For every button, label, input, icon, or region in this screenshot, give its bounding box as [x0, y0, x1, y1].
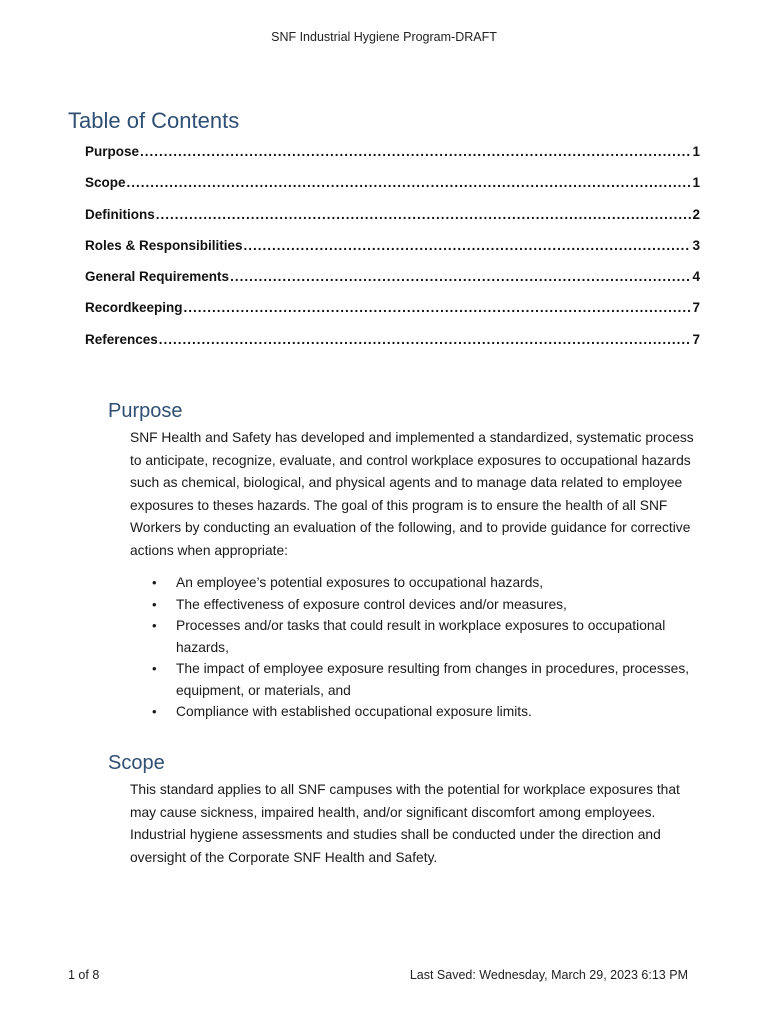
list-item-text: An employee’s potential exposures to occupational hazards,	[176, 575, 544, 590]
toc-entry-page: 7	[692, 300, 700, 316]
document-header: SNF Industrial Hygiene Program-DRAFT	[271, 30, 497, 44]
list-item	[130, 701, 690, 723]
bullet-icon: •	[152, 618, 157, 633]
toc-leader-dots	[184, 300, 692, 315]
bullet-icon: •	[152, 704, 157, 719]
toc-entry-roles-responsibilities[interactable]	[85, 238, 700, 269]
toc-leader-dots	[140, 144, 691, 159]
toc-entry-page: 7	[692, 331, 700, 347]
page-indicator: 1 of 8	[68, 968, 100, 982]
toc-entry-label: Roles & Responsibilities	[85, 237, 243, 253]
bullet-icon: •	[152, 575, 157, 590]
list-item	[130, 572, 690, 594]
purpose-bullet-list	[130, 572, 690, 723]
toc-entry-recordkeeping[interactable]	[85, 300, 700, 331]
list-item-text: Processes and/or tasks that could result in workplace exposures to occupational hazards,	[176, 618, 666, 655]
toc-entry-label: General Requirements	[85, 269, 230, 285]
list-item-text: The impact of employee exposure resulting from changes in procedures, processes, equipment, or materials, and	[176, 661, 690, 698]
toc-leader-dots	[159, 332, 692, 347]
toc-entry-purpose[interactable]	[85, 144, 700, 175]
toc-leader-dots	[244, 238, 692, 253]
toc-entry-label: Purpose	[85, 144, 140, 159]
list-item	[130, 594, 690, 616]
purpose-heading: Purpose	[108, 400, 183, 422]
bullet-icon: •	[152, 596, 157, 612]
bullet-icon: •	[152, 661, 157, 676]
scope-paragraph: This standard applies to all SNF campuses with the potential for workplace exposures that may cause sickness, impaired health, and/or significant discomfort among employees. Industrial hygiene assessments and studies shall be conducted under the direction and oversight of the Corporate SNF Health and Safety.	[130, 782, 680, 865]
toc-entry-references[interactable]	[85, 332, 700, 363]
toc-entry-label: Recordkeeping	[85, 300, 183, 316]
toc-entry-label: Scope	[85, 175, 126, 191]
toc-leader-dots	[156, 207, 692, 222]
table-of-contents	[85, 144, 700, 363]
list-item	[130, 615, 690, 658]
toc-entry-page: 3	[692, 237, 700, 253]
toc-entry-page: 2	[692, 206, 700, 222]
toc-entry-general-requirements[interactable]	[85, 269, 700, 300]
toc-entry-definitions[interactable]	[85, 207, 700, 238]
toc-title: Table of Contents	[68, 108, 240, 133]
toc-entry-label: References	[85, 331, 158, 347]
toc-leader-dots	[127, 175, 692, 190]
scope-heading: Scope	[108, 752, 165, 774]
list-item	[130, 658, 690, 701]
toc-entry-scope[interactable]	[85, 175, 700, 206]
toc-entry-page: 1	[692, 175, 700, 191]
purpose-paragraph: SNF Health and Safety has developed and implemented a standardized, systematic process to anticipate, recognize, evaluate, and control workplace exposures to occupational hazards such as chemical, biological, and physical agents and to manage data related to employee exposures to theses hazards. The goal of this program is to ensure the health of all SNF Workers by conducting an evaluation of the following, and to provide guidance for corrective actions when appropriate:	[130, 430, 694, 558]
last-saved-timestamp: Last Saved: Wednesday, March 29, 2023 6:13 PM	[409, 968, 688, 982]
toc-entry-page: 1	[692, 144, 700, 159]
list-item-text: The effectiveness of exposure control devices and/or measures,	[176, 596, 567, 612]
toc-entry-page: 4	[692, 269, 700, 285]
list-item-text: Compliance with established occupational exposure limits.	[176, 704, 532, 719]
toc-entry-label: Definitions	[85, 206, 155, 222]
toc-leader-dots	[230, 269, 691, 284]
